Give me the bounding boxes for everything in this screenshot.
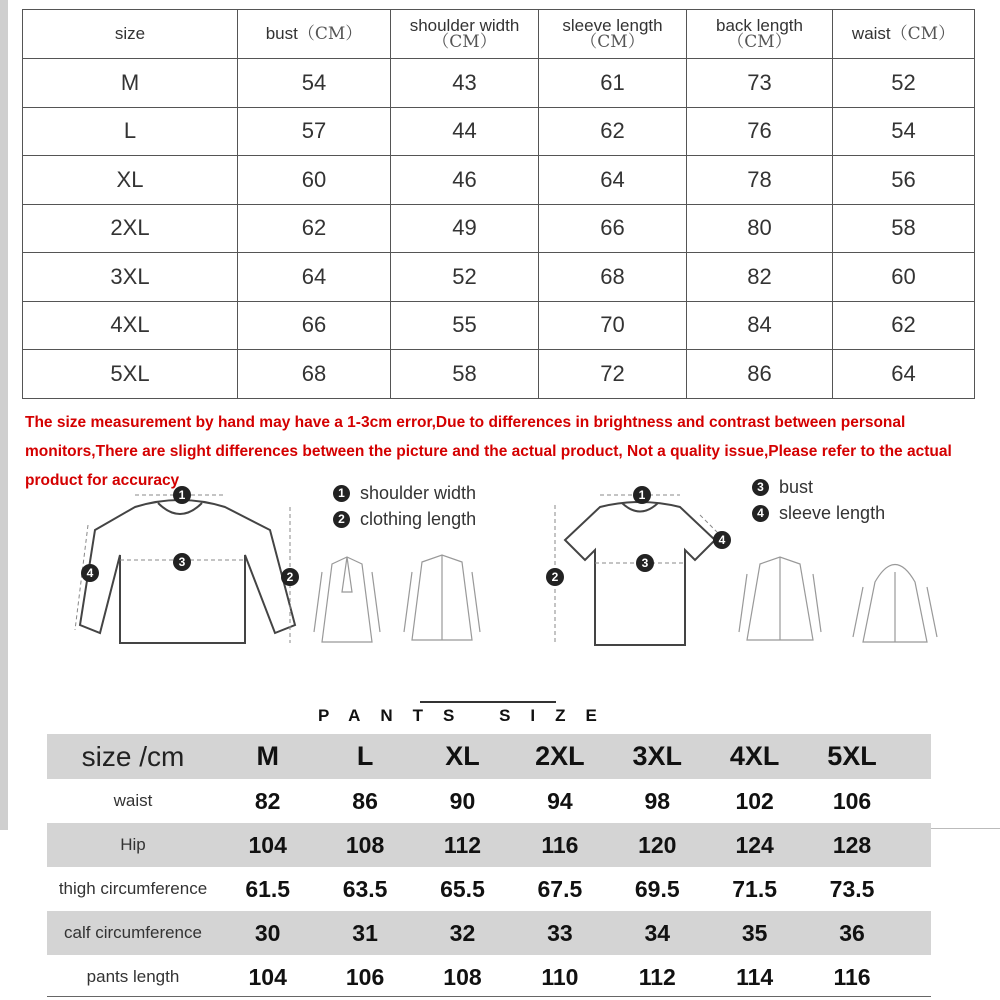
value-cell: 54 [238, 59, 391, 108]
legend-item: 1 shoulder width [333, 480, 476, 506]
number-1-icon: 1 [333, 485, 350, 502]
svg-text:4: 4 [86, 566, 94, 580]
pants-row [47, 867, 931, 911]
pants-size-header: 3XL [632, 741, 683, 771]
pants-value-cell: 112 [638, 963, 676, 990]
blazer-jacket-sketch [312, 552, 492, 652]
top-table-row [23, 253, 975, 302]
value-cell: 55 [391, 301, 539, 350]
top-table-row [23, 156, 975, 205]
top-size-table [22, 9, 975, 399]
value-cell: 66 [238, 301, 391, 350]
value-cell: 61 [539, 59, 687, 108]
value-cell: 82 [687, 253, 833, 302]
legend-left [333, 480, 476, 532]
value-cell: 58 [391, 350, 539, 399]
pants-row-label: waist [113, 791, 153, 810]
value-cell: 54 [833, 107, 975, 156]
size-cell: M [23, 59, 238, 108]
value-cell: 64 [539, 156, 687, 205]
top-table-row [23, 301, 975, 350]
pants-size-table [47, 734, 931, 999]
measurement-illustrations [0, 476, 1000, 660]
value-cell: 60 [238, 156, 391, 205]
value-cell: 64 [238, 253, 391, 302]
pants-size-header: 4XL [729, 741, 780, 771]
value-cell: 57 [238, 107, 391, 156]
header-cell: sleeve length （CM） [539, 10, 687, 59]
pants-row [47, 955, 931, 999]
value-cell: 70 [539, 301, 687, 350]
svg-text:4: 4 [718, 533, 726, 547]
pants-value-cell: 124 [735, 831, 774, 858]
top-table-body [23, 59, 975, 399]
pants-row-label: thigh circumference [58, 879, 208, 898]
svg-text:3: 3 [178, 555, 186, 569]
pants-title-overline [420, 701, 556, 703]
pants-value-cell: 102 [735, 787, 774, 814]
svg-text:2: 2 [551, 570, 559, 584]
pants-value-cell: 71.5 [732, 875, 778, 902]
pants-value-cell: 106 [345, 963, 385, 990]
marker-icons [546, 486, 731, 586]
pants-value-cell: 108 [443, 963, 482, 990]
pants-size-header: 2XL [535, 741, 585, 771]
value-cell: 56 [833, 156, 975, 205]
value-cell: 60 [833, 253, 975, 302]
header-cell: back length（CM） [687, 10, 833, 59]
pants-row [47, 779, 931, 823]
pants-row [47, 911, 931, 955]
pants-row-label: calf circumference [64, 923, 202, 942]
pants-value-cell: 30 [254, 919, 281, 946]
pants-value-cell: 33 [547, 919, 573, 946]
pants-value-cell: 94 [547, 787, 573, 814]
value-cell: 46 [391, 156, 539, 205]
size-cell: 5XL [23, 350, 238, 399]
header-cell: size [23, 10, 238, 59]
measurement-note: The size measurement by hand may have a 1-3cm error,Due to differences in brightness and contrast between personal monitors,There are slight differences between the picture and the actual product, Not a quality issue,Please refer to the actual product for accuracy [25, 414, 952, 489]
pants-value-cell: 34 [644, 919, 671, 946]
pants-value-cell: 104 [248, 963, 287, 990]
value-cell: 52 [833, 59, 975, 108]
value-cell: 76 [687, 107, 833, 156]
size-cell: XL [23, 156, 238, 205]
header-cell: waist（CM） [833, 10, 975, 59]
pants-size-header: 5XL [827, 741, 877, 771]
header-cell: shoulder width （CM） [391, 10, 539, 59]
value-cell: 44 [391, 107, 539, 156]
value-cell: 68 [539, 253, 687, 302]
value-cell: 62 [238, 204, 391, 253]
value-cell: 43 [391, 59, 539, 108]
pants-value-cell: 98 [644, 787, 671, 814]
legend-item: 3 bust [752, 474, 885, 500]
pants-value-cell: 120 [638, 831, 677, 858]
pants-value-cell: 36 [839, 919, 865, 946]
pants-value-cell: 112 [443, 831, 482, 858]
value-cell: 86 [687, 350, 833, 399]
pants-row-label: Hip [120, 835, 146, 854]
top-table-row [23, 107, 975, 156]
pants-value-cell: 104 [248, 831, 287, 858]
number-4-icon: 4 [752, 505, 769, 522]
pants-value-cell: 108 [345, 831, 385, 858]
top-table-row [23, 350, 975, 399]
size-cell: 3XL [23, 253, 238, 302]
pants-value-cell: 114 [736, 963, 774, 990]
number-2-icon: 2 [333, 511, 350, 528]
pants-value-cell: 35 [741, 919, 768, 946]
pants-size-header: XL [445, 741, 480, 771]
value-cell: 49 [391, 204, 539, 253]
pants-value-cell: 73.5 [829, 875, 875, 902]
top-table-header-row [23, 10, 975, 59]
legend-right [752, 474, 885, 526]
size-cell: 2XL [23, 204, 238, 253]
tshirt-diagram [540, 485, 740, 655]
number-3-icon: 3 [752, 479, 769, 496]
svg-text:3: 3 [641, 556, 649, 570]
pants-value-cell: 63.5 [342, 875, 388, 902]
pants-value-cell: 106 [832, 787, 872, 814]
table-bottom-line [47, 996, 931, 997]
legend-item: 2 clothing length [333, 506, 476, 532]
pants-header-label: size /cm [81, 740, 185, 772]
pants-row-label: pants length [86, 967, 180, 986]
pants-value-cell: 128 [832, 831, 872, 858]
value-cell: 64 [833, 350, 975, 399]
divider-line [931, 828, 1000, 829]
pants-value-cell: 86 [352, 787, 378, 814]
top-table-row [23, 59, 975, 108]
value-cell: 80 [687, 204, 833, 253]
top-table-row [23, 204, 975, 253]
shirt-hoodie-sketch [735, 552, 945, 652]
pants-value-cell: 69.5 [634, 875, 680, 902]
size-cell: L [23, 107, 238, 156]
header-cell: bust（CM） [238, 10, 391, 59]
pants-value-cell: 116 [541, 831, 579, 858]
pants-size-title: PANTS SIZE [318, 706, 617, 725]
svg-text:1: 1 [178, 488, 186, 502]
size-cell: 4XL [23, 301, 238, 350]
value-cell: 52 [391, 253, 539, 302]
value-cell: 72 [539, 350, 687, 399]
value-cell: 68 [238, 350, 391, 399]
pants-size-header: M [256, 741, 279, 771]
pants-value-cell: 61.5 [245, 875, 291, 902]
pants-size-header: L [356, 741, 374, 771]
pants-header-row [47, 734, 931, 779]
svg-text:1: 1 [638, 488, 646, 502]
pants-value-cell: 31 [352, 919, 378, 946]
value-cell: 62 [833, 301, 975, 350]
pants-value-cell: 32 [449, 919, 476, 946]
value-cell: 62 [539, 107, 687, 156]
value-cell: 84 [687, 301, 833, 350]
pants-value-cell: 67.5 [537, 875, 583, 902]
pants-value-cell: 65.5 [440, 875, 485, 902]
pants-value-cell: 116 [833, 963, 871, 990]
value-cell: 73 [687, 59, 833, 108]
pants-row [47, 823, 931, 867]
value-cell: 78 [687, 156, 833, 205]
svg-text:2: 2 [286, 570, 294, 584]
value-cell: 58 [833, 204, 975, 253]
pants-value-cell: 110 [541, 963, 579, 990]
left-edge-line [0, 0, 8, 830]
pants-value-cell: 82 [254, 787, 281, 814]
value-cell: 66 [539, 204, 687, 253]
sweater-diagram [70, 485, 310, 655]
legend-item: 4 sleeve length [752, 500, 885, 526]
pants-value-cell: 90 [449, 787, 476, 814]
